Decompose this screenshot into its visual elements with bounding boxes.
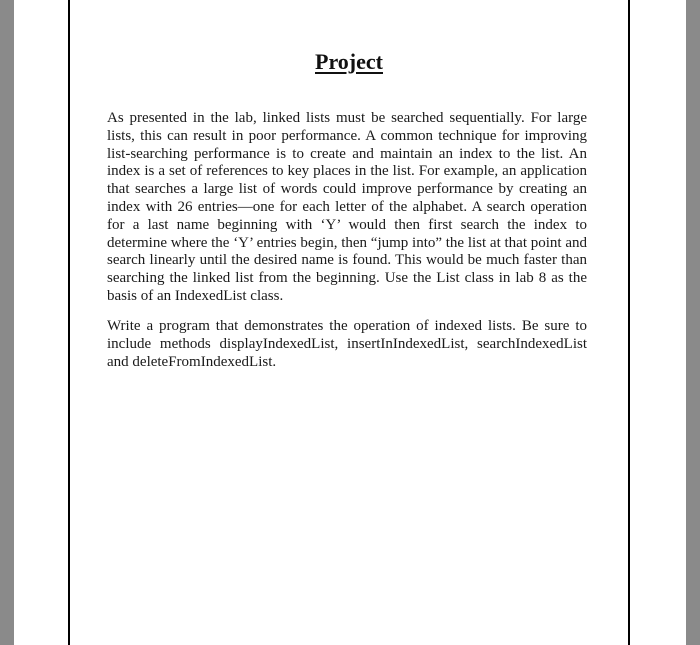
page-title: Project bbox=[315, 49, 383, 74]
document-page bbox=[68, 0, 630, 645]
paragraph-description: As presented in the lab, linked lists must be searched sequentially. For large lists, this can result in poor performance. A common technique for improving list-searching performance is to create and maintain an index to the list. An index is a set of references to key places in the list. For example, an application that searches a large list of words could improve performance by creating an index with 26 entries—one for each letter of the alphabet. A search operation for a last name beginning with ‘Y’ would then first search the index to determine where the ‘Y’ entries begin, then “jump into” the list at that point and search linearly until the desired name is found. This would be much faster than searching the linked list from the beginning. Use the List class in lab 8 as the basis of an IndexedList class. bbox=[107, 110, 587, 304]
paragraph-instructions: Write a program that demonstrates the operation of indexed lists. Be sure to include methods displayIndexedList, insertInIndexedList, searchIndexedList and deleteFromIndexedList. bbox=[107, 318, 587, 370]
